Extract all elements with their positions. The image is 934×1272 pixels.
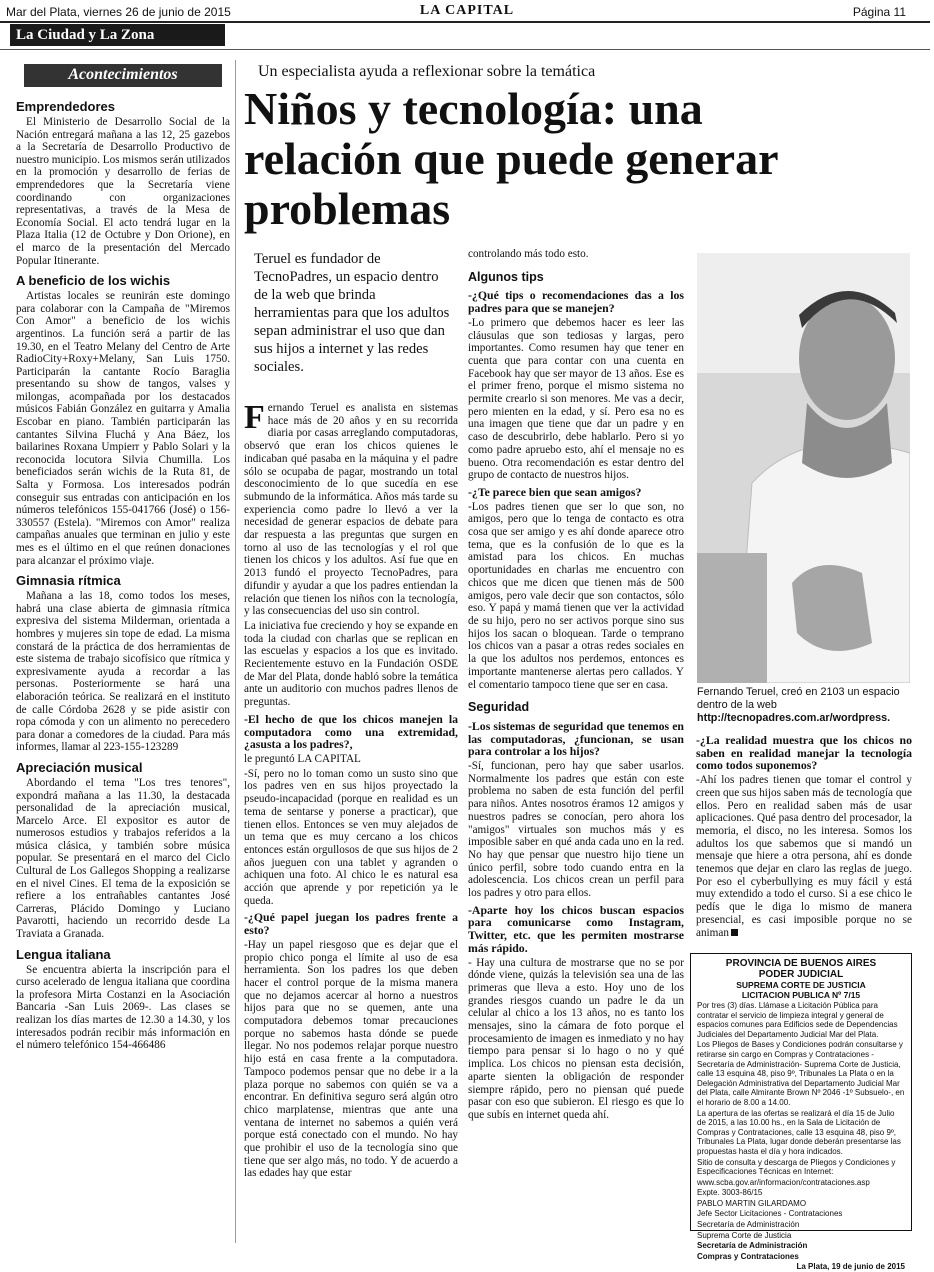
- ad-title-province: PROVINCIA DE BUENOS AIRES: [725, 958, 877, 969]
- event-title: Lengua italiana: [16, 946, 111, 962]
- text: -Sí, funcionan, pero hay que saber usarlos. Normalmente los padres que están con este problema no saben de esta función del perfil para niños. Antes nosotros éramos 12 amigos y nuestros padres se conocían, pero ahora los "amigos" virtuales son muchos más y es imposible saber en qué anda cada uno en la red. No hay que pensar que nuestro hijo tiene un único perfil, sobre todo cuando entra en la adolescencia. Los chicos crean un perfil para los padres y otro para ellos.: [468, 760, 684, 900]
- ad-footer-2: Compras y Contrataciones: [697, 1251, 799, 1261]
- events-list: [16, 99, 230, 1052]
- text: -Aparte hoy los chicos buscan espacios para comunicarse como Instagram, Twitter, etc. que les permiten mostrarse más rápido.: [468, 902, 684, 955]
- paragraph: [468, 317, 684, 482]
- text: -Ahí los padres tienen que tomar el control y creen que sus hijos saben más de tecnología que ellos. Pero en realidad saben más de usar aplicaciones. Qué pasa dentro del procesador, la memoria, el disco, no les interesa. Somos los adultos los que sabemos que si mandó un mensaje que hiere a otra persona, ahí es donde tenemos que dejar en claro las reglas de juego. Por eso el cyberbullying es muy fácil y está muy extendido a todo el curso. Si a ese chico le pedís que le diga lo mismo de manera presencial, es casi imposible porque no se animan: [696, 774, 912, 939]
- interview-question: [696, 734, 912, 772]
- event-text: Mañana a las 18, como todos los meses, habrá una clase abierta de gimnasia rítmica expresiva del sistema Milderman, orientada a hombres y mujeres sin tope de edad. La misma constará de la práctica de dos herramientas de este sistema de trabajo sicofísico que rítmica y expresivamente ayuda a recordar a las personas. Posteriormente se hará una elaboración teórica. Se realizará en el instituto de calle Córdoba 2628 y se pide asistir con ropa cómoda y con un alimento no perecedero para donar a comedores de la ciudad. Para más informes, llamar al 223-155-123289: [16, 590, 230, 754]
- article-column-1: [244, 399, 458, 1182]
- paragraph: [244, 939, 458, 1180]
- ad-line: La apertura de las ofertas se realizará el día 15 de Julio de 2015, a las 10.00 hs., en la Sala de Licitación de Compras y Contrataciones, calle 13 esquina 48, piso 9º, Tribunales La Plata, lugar donde deberán presentarse las propuestas hasta el día y hora indicados.: [697, 1108, 901, 1156]
- section-rule: [0, 49, 930, 50]
- article-column-2: [468, 248, 684, 1124]
- text: Seguridad: [468, 700, 530, 715]
- article-kicker: Un especialista ayuda a reflexionar sobre la temática: [258, 63, 596, 80]
- text: - Hay una cultura de mostrarse que no se por dónde viene, quizás la televisión sea una de las primeras que lleva a esto. Hoy uno de los grandes riesgos cuando un padre le da un celular al chico a los 13 años, no es tanto los mensajes, sino la cámara de foto porque el procesamiento de imagen es inmediato y no hay tiempo para pensar si lo hago o no y qué implica. Los chicos no piensan esta decisión, aparte sienten la obligación de responder siempre rápido, pero no piensan qué puede pasar con eso que subieron. El riesgo es que lo que subís en internet queda ahí.: [468, 956, 684, 1121]
- text: -Lo primero que debemos hacer es leer las cláusulas que son tediosas y largas, pero importantes. Como resumen hay que tener en cuenta que para contar con una cuenta en Facebook hay que ser mayor de 13 años. Ese es el primer freno, porque el mismo sistema no permite crearlo si son menores. Me vas a decir, pero mienten en la edad, y sí. Pero esa no es una imagen que tiene que dar un padre y en caso de descubrirlo, debe hablarlo. Pero si yo como padre apruebo esto, ahí el mensaje no es bueno. Otra recomendación es estar dentro del grupo de contacto de nuestros hijos.: [468, 316, 684, 482]
- text: le preguntó LA CAPITAL: [244, 752, 361, 765]
- section-title: La Ciudad y La Zona: [10, 24, 225, 46]
- text: -¿La realidad muestra que los chicos no saben en realidad manejar la tecnología como todos suponemos?: [696, 733, 912, 773]
- ad-line: Suprema Corte de Justicia: [697, 1230, 792, 1240]
- event-title: Gimnasia rítmica: [16, 573, 121, 589]
- events-box-title: Acontecimientos: [24, 64, 222, 87]
- column-divider: [235, 60, 236, 1243]
- interview-question: [468, 720, 684, 758]
- text: -Sí, pero no lo toman como un susto sino que los padres ven en sus hijos proyectado la pseudo-incapacidad (porque en realidad es un tema de sentarse y ponerse a practicar), que tienen ellos. Entonces se ven muy alejados de un tema que es muy cercano a los chicos entonces están orgullosos de que sus hijos de 2 años jueguen con una tablet y agranden o achiquen una foto. Al chico le es natural esa acción que aprende y por repetición ya le queda.: [244, 767, 458, 907]
- interview-question: [468, 486, 684, 499]
- event-text: El Ministerio de Desarrollo Social de la Nación entregará mañana a las 12, 25 gazebos a la Secretaría de Desarrollo Productivo de nuestro municipio. Los mismos serán utilizados en la promoción y desarrollo de ferias de emprendedores que la Secretaría viene coordinando con organizaciones representativas, a través de la Mesa de Economía Social. El acto tendrá lugar en la Plaza Italia (12 de Octubre y Don Orione), en el marco de la presentación del Mercado Popular Itinerante.: [16, 116, 230, 267]
- portrait-photo: [697, 253, 910, 683]
- ad-line: www.scba.gov.ar/informacion/contrataciones.asp: [697, 1177, 870, 1187]
- interview-question: [468, 289, 684, 314]
- text: -Hay un papel riesgoso que es dejar que el propio chico ponga el límite al uso de esa herramienta. Son los padres los que deben hacer el control porque de la misma manera que no dejamos acercar al horno a nuestros hijos para que no se quemen, ante una computadora debemos tomar precauciones porque no sabemos hasta dónde se puede llegar. No nos podemos relajar porque nuestro hijo está en casa frente a la computadora. Tampoco podemos pensar que no debe ir a la plaza porque no sabemos con quién se va a encontrar. En definitiva seguro será algún otro chico marplatense, mientras que ante una ventana de internet no sabemos a quién verá porque está conectado con el mundo. No hay que prohibir el uso de la tecnología sino que tiene que ser algo más, no todo. Y de acuerdo a las edades hay que estar: [244, 938, 458, 1180]
- text: ernando Teruel es analista en sistemas hace más de 20 años y en su recorrida diaria por casas arreglando computadoras, observó que eran los chicos quienes le indicaban qué pasaba en la máquina y el padre sólo se ocupaba de pagar, mostrando un total desconocimiento de lo que sucedía en ese submundo de la informática. Años más tarde su experiencia como padre lo llevó a ver la necesidad de generar espacios de debate para dar respuesta a las preguntas que surgen en torno al uso de las tecnologías y el rol que tienen los chicos y los adultos. Así fue que en 2013 fundó el proyecto TecnoPadres, para difundir y ayudar a que los padres entiendan la relación que tienen los niños con la tecnología, y las consecuencias del uso sin control.: [244, 402, 458, 618]
- interview-question: [468, 904, 684, 955]
- paragraph: [468, 760, 684, 900]
- ad-title-judicial: PODER JUDICIAL: [758, 969, 844, 980]
- paragraph: [244, 768, 458, 908]
- event-title: Emprendedores: [16, 99, 115, 114]
- subheading: [468, 701, 684, 714]
- ad-line: Por tres (3) días. Llámase a Licitación Pública para contratar el servicio de limpieza integral y general de espacios comunes para Edificios sede de Dependencias Judiciales del Departamento Judicial Mar del Plata.: [697, 1001, 898, 1039]
- masthead: LA CAPITAL: [419, 3, 515, 18]
- ad-body: [697, 1001, 905, 1240]
- text: -¿Te parece bien que sean amigos?: [468, 484, 642, 499]
- paragraph: [244, 399, 458, 618]
- paragraph: [244, 620, 458, 709]
- text: -El hecho de que los chicos manejen la computadora como una extremidad, ¿asusta a los padres?,: [244, 711, 458, 752]
- article-headline: Niños y tecnología: una relación que puede generar problemas: [244, 83, 778, 234]
- ad-line: Secretaría de Administración: [697, 1220, 800, 1230]
- page-number: Página 11: [852, 5, 906, 19]
- ad-line: Expte. 3003-86/15: [697, 1188, 763, 1198]
- header-rule: [0, 21, 930, 23]
- text: -¿Qué papel juegan los padres frente a esto?: [244, 910, 458, 938]
- paragraph: [468, 248, 684, 261]
- article-lede: Teruel es fundador de TecnoPadres, un espacio dentro de la web que brinda herramientas para que los adultos sepan administrar el uso que dan sus hijos a internet y las redes sociales.: [254, 251, 450, 375]
- end-of-article-mark: [731, 929, 738, 936]
- article-column-3: [696, 730, 912, 941]
- page-header: [0, 0, 934, 22]
- subheading: [468, 271, 684, 284]
- text: Algunos tips: [468, 269, 544, 284]
- ad-title-tender: LICITACION PUBLICA Nº 7/15: [741, 990, 861, 1000]
- caption-text: Fernando Teruel, creó en 2103 un espacio dentro de la web: [697, 686, 900, 711]
- ad-title-court: SUPREMA CORTE DE JUSTICIA: [736, 980, 866, 990]
- paragraph: [468, 957, 684, 1122]
- interview-question: [244, 713, 458, 751]
- ad-line: PABLO MARTIN GILARDAMO: [697, 1198, 807, 1208]
- event-text: Se encuentra abierta la inscripción para el curso acelerado de lengua italiana que coordina la profesora Mirta Costanzi en la Asociación Bancaria -San Luis 2069-. Las clases se realizan los días martes de 12.30 a 14.30, y los interesados podrán recibir más información en el número telefónico 154-466486: [16, 963, 230, 1052]
- paragraph: [468, 501, 684, 692]
- dateline: Mar del Plata, viernes 26 de junio de 2015: [6, 5, 231, 19]
- ad-footer-3: La Plata, 19 de junio de 2015: [796, 1262, 905, 1272]
- text: La iniciativa fue creciendo y hoy se expande en toda la ciudad con charlas que se replican en las escuelas y espacios a los que es invitado. Recientemente estuvo en la Fundación OSDE de Mar del Plata, donde habló sobre la temática ante un auditorio con muchos padres llenos de preguntas.: [244, 619, 458, 709]
- interview-question: [244, 911, 458, 936]
- text: -¿Qué tips o recomendaciones das a los padres para que se manejen?: [468, 288, 684, 316]
- event-title: Apreciación musical: [16, 759, 143, 775]
- legal-notice-ad: [690, 953, 912, 1272]
- drop-cap: F: [244, 399, 265, 436]
- text: controlando más todo esto.: [468, 248, 589, 260]
- event-text: Abordando el tema "Los tres tenores", expondrá mañana a las 11.30, la destacada personalidad de la apreciación musical, Marcelo Arce. El expositor es autor de numerosos estudios y trabajos referidos a la música clásica, y también sobre música popular. Se presentará en el marco del Ciclo Cultural de Los Gallegos Shopping a realizarse en el nivel Cines. El tema de la exposición se refiere a los entrañables cantantes José Carreras, Plácido Domingo y Luciano Pavarotti, haciendo un recorrido desde La Traviata a Granada.: [16, 776, 230, 941]
- event-title: A beneficio de los wichis: [16, 273, 171, 289]
- ad-line: Jefe Sector Licitaciones - Contrataciones: [697, 1209, 843, 1219]
- caption-url: http://tecnopadres.com.ar/wordpress.: [697, 712, 891, 724]
- ad-line: Los Pliegos de Bases y Condiciones podrán consultarse y retirarse sin cargo en Compras y Contrataciones -Secretaría de Administración- Suprema Corte de Justicia, calle 13 esquina 48, piso 9º, Tribunales La Plata o en la Delegación Administrativa del Departamento Judicial Mar del Plata, calle Almirante Brown Nº 2046 -1º Subsuelo-, en el horario de 8.00 a 14.00.: [697, 1040, 905, 1107]
- photo-caption: [697, 686, 912, 725]
- events-column: [16, 60, 230, 1249]
- paragraph: [696, 774, 912, 939]
- event-text: Artistas locales se reunirán este domingo para colaborar con la Campaña de "Miremos Con Amor" a beneficio de los wichis argentinos. La función será a partir de las 19.30, en el Teatro Melany del Centro de Arte RadioCity+Roxy+Melany, San Luis 1750. Participarán la cantante Rocío Baraglia presentando su show de tangos, valses y milongas, acompañada por los destacados músicos Fabián González en guitarra y Amalia Escobar en piano. También participarán las cantantes Silvina Fluchá y Ana Báez, los bailarines Roxana Umpierr y Pablo Solari y la reconocida locutora Silvia Chumilla. Los beneficiados serán wichis de la Ruta 81, de Salta y Formosa. Los interesados podrán conseguir sus entradas con anticipación en los números telefónicos 155-041766 (José) o 156-330557 (Estela). "Miremos con Amor" realiza campañas anuales que terminan en julio y este mes es el último en el que reúnen donaciones para alcanzar el próximo viaje.: [16, 290, 230, 567]
- portrait-illustration: [697, 253, 910, 683]
- paragraph: [244, 753, 458, 766]
- ad-line: Sitio de consulta y descarga de Pliegos y Condiciones y Especificaciones Técnicas en Internet:: [697, 1157, 896, 1177]
- ad-footer-1: Secretaría de Administración: [697, 1241, 808, 1251]
- text: -Los padres tienen que ser lo que son, no amigos, pero que lo tenga de contacto es otra cosa que ser amigo y es ahí donde aparece otro tema, que es la confusión de lo que es la amistad para los chicos. En muchas oportunidades en charlas me encuentro con chicos que me dicen que tienen más de 500 amigos, pero vale decir que son contactos, sólo eso. Y papá y mamá tienen que ver la actividad de su hijo, pero no ser activos porque sino sus hijos los sacan o bloquean. Tarde o temprano los chicos van a pasar a otras redes sociales en la que los adultos nos perdemos, entonces es importante mantenerse alertas pero callados. Y el comentario tampoco tiene que ser en casa.: [468, 500, 684, 691]
- text: -Los sistemas de seguridad que tenemos en las computadoras, ¿funcionan, se usan para controlar a los hijos?: [468, 718, 684, 759]
